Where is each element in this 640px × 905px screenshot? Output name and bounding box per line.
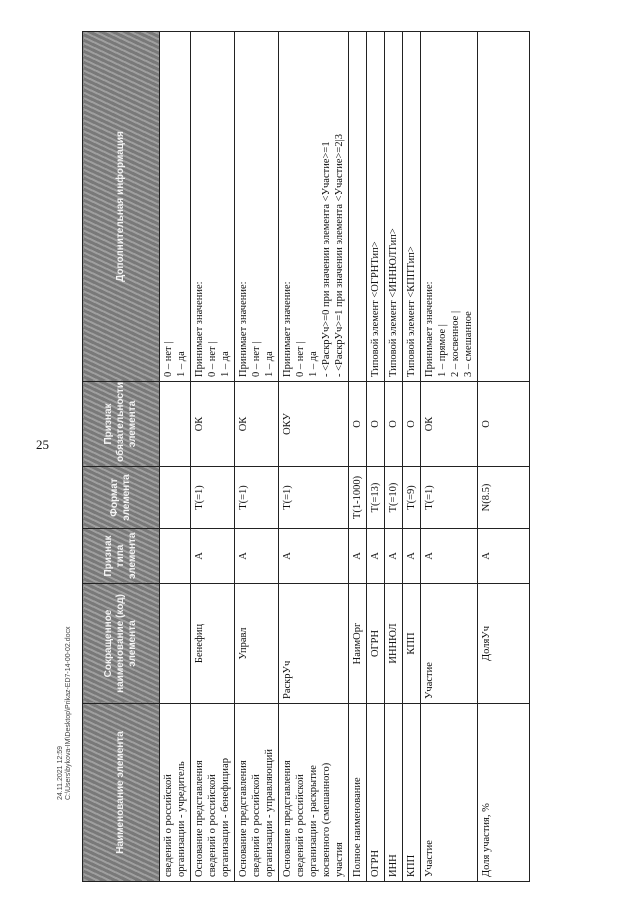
cell-info [349, 32, 367, 382]
table-row [367, 32, 385, 882]
cell-code: Участие [421, 584, 478, 704]
cell-info: 0 – нет | 1 – да [160, 32, 191, 382]
cell-type: А [403, 529, 421, 584]
cell-code: Управл [235, 584, 279, 704]
cell-type: А [421, 529, 478, 584]
cell-type: А [279, 529, 349, 584]
table-row [235, 32, 279, 882]
cell-code: КПП [403, 584, 421, 704]
table-row [421, 32, 478, 882]
cell-type: А [349, 529, 367, 584]
elements-table [82, 31, 530, 882]
header-format: Формат элемента [83, 467, 160, 529]
cell-format: Т(=9) [403, 467, 421, 529]
table-header-row [83, 32, 160, 882]
cell-name: Полное наименование [349, 704, 367, 882]
table-row [403, 32, 421, 882]
header-name: Наименование элемента [83, 704, 160, 882]
cell-code: РаскрУч [279, 584, 349, 704]
header-required: Признак обязательности элемента [83, 382, 160, 467]
cell-required: О [403, 382, 421, 467]
cell-code: НаимОрг [349, 584, 367, 704]
header-info: Дополнительная информация [83, 32, 160, 382]
cell-type: А [478, 529, 530, 584]
stamp-date: 24.11.2021 12:59 [57, 746, 64, 800]
cell-info: Типовой элемент <ИННЮЛТип> [385, 32, 403, 382]
cell-type [160, 529, 191, 584]
stamp-path: С:\Users\bykova-IM\Desktop\Prikaz-ED7-14-00-02.docx [65, 626, 72, 800]
cell-name: КПП [403, 704, 421, 882]
table-row [385, 32, 403, 882]
cell-code: Бенефиц [191, 584, 235, 704]
rotated-table-wrapper [82, 32, 530, 882]
cell-required: ОК [235, 382, 279, 467]
cell-code: ДоляУч [478, 584, 530, 704]
cell-type: А [367, 529, 385, 584]
table-row [279, 32, 349, 882]
header-type: Признак типа элемента [83, 529, 160, 584]
cell-format: Т(=1) [235, 467, 279, 529]
cell-name: ОГРН [367, 704, 385, 882]
cell-format: Т(1-1000) [349, 467, 367, 529]
cell-required: О [385, 382, 403, 467]
cell-name: Доля участия, % [478, 704, 530, 882]
cell-name: Основание представления сведений о российской организации - бенефициар [191, 704, 235, 882]
cell-format: Т(=1) [191, 467, 235, 529]
cell-info: Типовой элемент <КППТип> [403, 32, 421, 382]
cell-required [160, 382, 191, 467]
cell-info: Принимает значение: 0 – нет | 1 – да [191, 32, 235, 382]
cell-format: Т(=1) [279, 467, 349, 529]
cell-required: ОК [191, 382, 235, 467]
table-row [349, 32, 367, 882]
cell-format: N(8.5) [478, 467, 530, 529]
cell-required: О [478, 382, 530, 467]
page-number: 25 [36, 437, 49, 452]
cell-info: Принимает значение: 0 – нет | 1 – да - <РаскрУч>=0 при значении элемента <Участие>=1 - <РаскрУч>=1 при значении элемента <Участие>=2|3 [279, 32, 349, 382]
cell-info: Принимает значение: 1 – прямое | 2 – косвенное | 3 – смешанное [421, 32, 478, 382]
cell-required: О [349, 382, 367, 467]
cell-name: ИНН [385, 704, 403, 882]
cell-required: ОК [421, 382, 478, 467]
cell-code: ОГРН [367, 584, 385, 704]
cell-info: Типовой элемент <ОГРНТип> [367, 32, 385, 382]
cell-name: Участие [421, 704, 478, 882]
cell-code: ИННЮЛ [385, 584, 403, 704]
cell-format: Т(=13) [367, 467, 385, 529]
header-code: Сокращенное наименование (код) элемента [83, 584, 160, 704]
table-row [160, 32, 191, 882]
cell-required: О [367, 382, 385, 467]
cell-name: Основание представления сведений о российской организации - раскрытие косвенного (смешанного) участия [279, 704, 349, 882]
cell-format: Т(=1) [421, 467, 478, 529]
print-stamp [57, 626, 73, 800]
cell-name: сведений о российской организации - учредитель [160, 704, 191, 882]
table-row [191, 32, 235, 882]
cell-type: А [235, 529, 279, 584]
cell-info [478, 32, 530, 382]
cell-required: ОКУ [279, 382, 349, 467]
cell-name: Основание представления сведений о российской организации - управляющий [235, 704, 279, 882]
cell-format: Т(=10) [385, 467, 403, 529]
table-row [478, 32, 530, 882]
cell-info: Принимает значение: 0 – нет | 1 – да [235, 32, 279, 382]
cell-format [160, 467, 191, 529]
cell-type: А [385, 529, 403, 584]
cell-type: А [191, 529, 235, 584]
cell-code [160, 584, 191, 704]
